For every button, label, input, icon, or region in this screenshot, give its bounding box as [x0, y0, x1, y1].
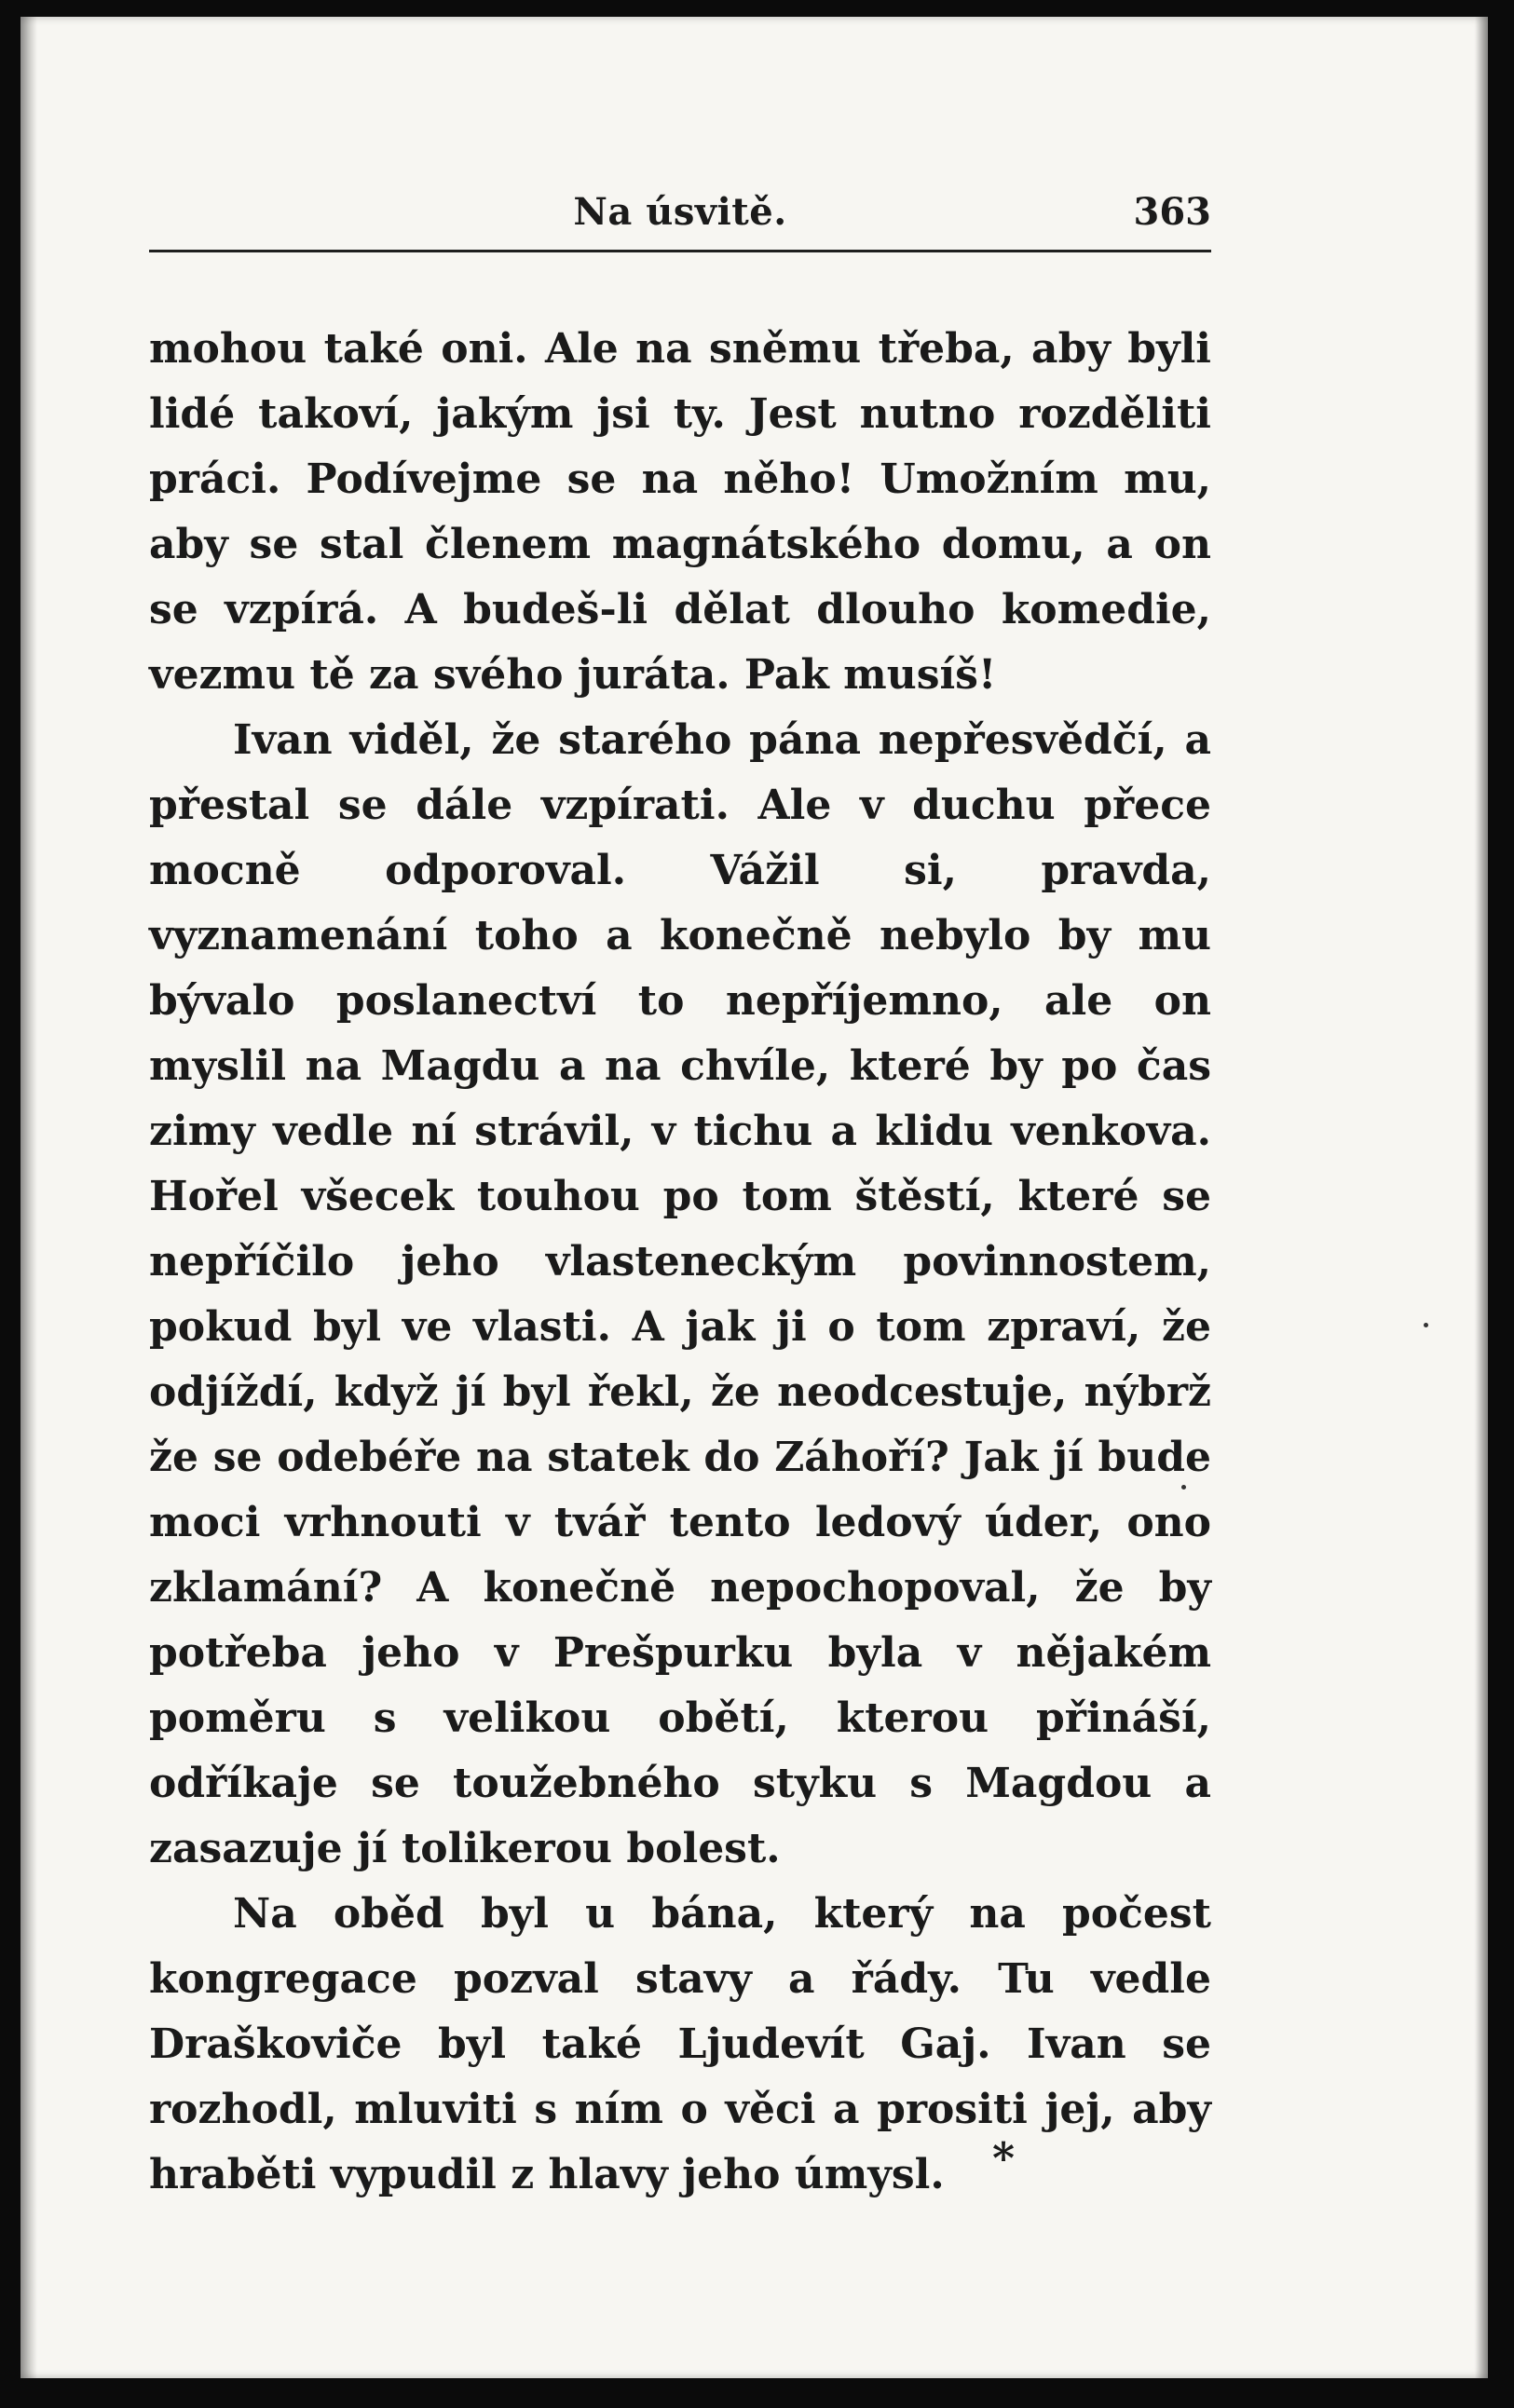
- section-break-mark: *: [992, 2133, 1016, 2184]
- binding-shadow: [20, 17, 37, 2378]
- paragraph-2: Ivan viděl, že starého pána nepřesvědčí, a přestal se dále vzpírati. Ale v duchu přece mocně odporoval. Vážil si, pravda, vyznamenání toho a konečně nebylo by mu bývalo poslanectví to nepříjemno, ale on myslil na Magdu a na chvíle, které by po čas zimy vedle ní strávil, v tichu a klidu venkova. Hořel všecek touhou po tom štěstí, které se nepříčilo jeho vlasteneckým povinnostem, pokud byl ve vlasti. A jak ji o tom zpraví, že odjíždí, když jí byl řekl, že neodcestuje, nýbrž že se odebéře na statek do Záhoří? Jak jí bude moci vrhnouti v tvář tento ledový úder, ono zklamání? A konečně nepochopoval, že by potřeba jeho v Prešpurku byla v nějakém poměru s velikou obětí, kterou přináší, odříkaje se toužebného styku s Magdou a zasazuje jí tolikerou bolest.: [149, 716, 1211, 1872]
- paragraph-3: Na oběd byl u bána, který na počest kongregace pozval stavy a řády. Tu vedle Draškoviče byl také Ljudevít Gaj. Ivan se rozhodl, mluviti s ním o věci a prositi jej, aby hraběti vypudil z hlavy jeho úmysl.: [149, 1890, 1211, 2198]
- header-rule: [149, 250, 1211, 252]
- running-title: Na úsvitě.: [573, 190, 787, 234]
- print-speck: [1181, 1485, 1186, 1490]
- page-number: 363: [1133, 190, 1211, 234]
- page-edge-shadow: [1475, 17, 1488, 2378]
- body-text: [149, 317, 1211, 2208]
- running-head: [149, 186, 1211, 238]
- paragraph-1: mohou také oni. Ale na sněmu třeba, aby byli lidé takoví, jakým jsi ty. Jest nutno rozděliti práci. Podívejme se na něho! Umožním mu, aby se stal členem magnátského domu, a on se vzpírá. A budeš-li dělat dlouho komedie, vezmu tě za svého juráta. Pak musíš!: [149, 325, 1211, 699]
- print-speck: [1424, 1323, 1428, 1327]
